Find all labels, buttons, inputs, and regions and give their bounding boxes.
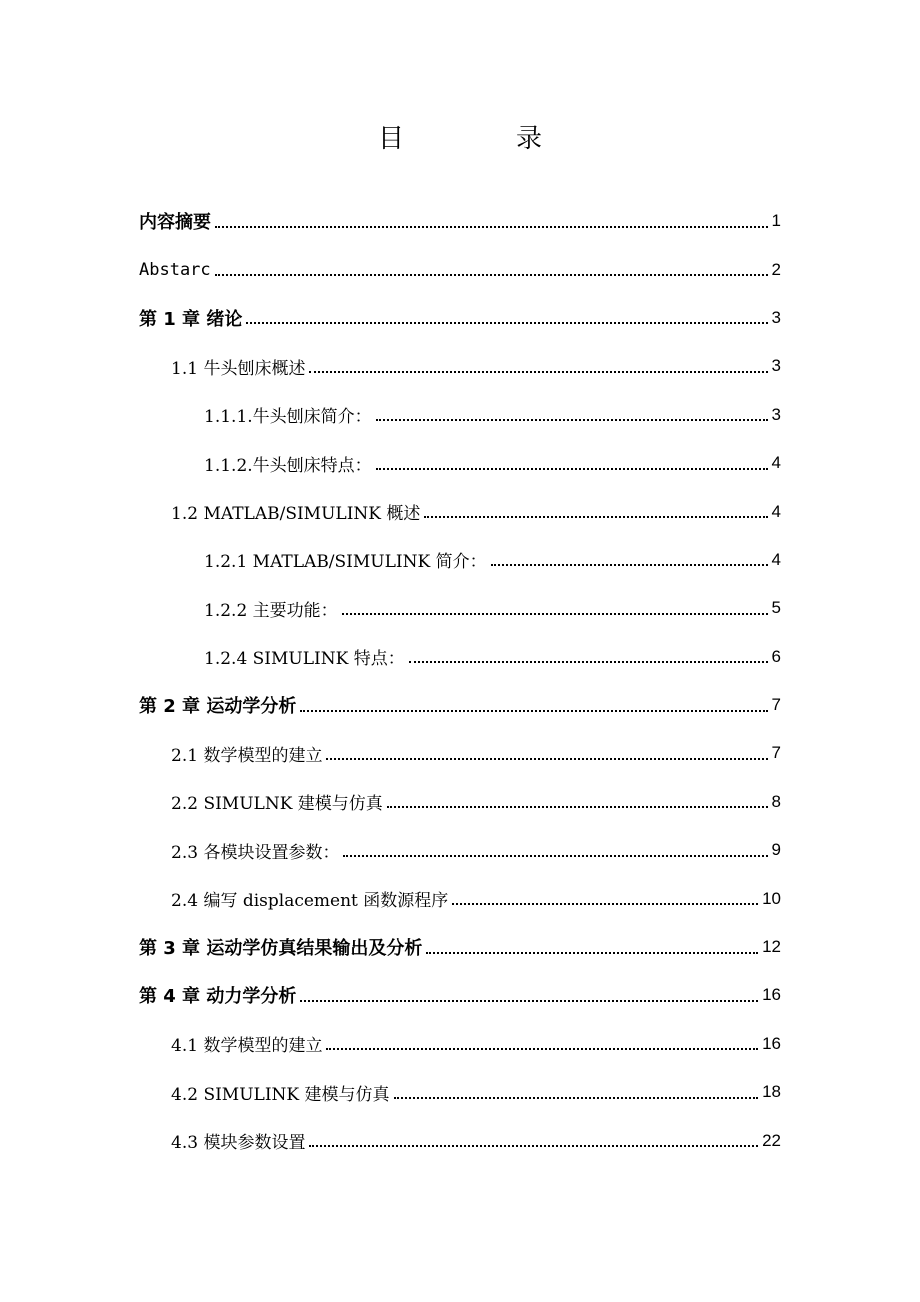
toc-page-number: 4	[771, 549, 781, 569]
toc-leader-dots	[215, 273, 768, 276]
toc-entry[interactable]	[0, 681, 920, 729]
toc-leader-dots	[387, 805, 768, 808]
toc-page-number: 7	[771, 743, 781, 763]
toc-leader-dots	[343, 854, 767, 857]
toc-entry[interactable]	[0, 342, 920, 390]
toc-leader-dots	[215, 225, 768, 228]
toc-leader-dots	[409, 660, 768, 663]
toc-entry[interactable]	[0, 826, 920, 874]
toc-entry-label: 第 1 章 绪论	[139, 308, 243, 330]
toc-entry-label: 1.1 牛头刨床概述	[171, 358, 306, 379]
table-of-contents	[0, 197, 920, 1165]
toc-page-number: 5	[771, 598, 781, 618]
toc-entry-label: 2.3 各模块设置参数：	[171, 842, 340, 863]
toc-leader-dots	[394, 1096, 759, 1099]
toc-leader-dots	[452, 902, 758, 905]
toc-page-number: 9	[771, 840, 781, 860]
toc-entry-label: Abstarc	[139, 259, 211, 280]
toc-page-number: 7	[771, 695, 781, 715]
toc-entry-label: 1.2.2 主要功能：	[204, 600, 338, 621]
toc-leader-dots	[491, 563, 768, 566]
toc-entry[interactable]	[0, 971, 920, 1019]
toc-entry-label: 4.2 SIMULINK 建模与仿真	[171, 1084, 390, 1105]
toc-entry[interactable]	[0, 245, 920, 293]
toc-entry-label: 2.1 数学模型的建立	[171, 745, 323, 766]
toc-entry[interactable]	[0, 197, 920, 245]
toc-entry[interactable]	[0, 1116, 920, 1164]
toc-page-number: 16	[762, 1033, 781, 1053]
toc-entry[interactable]	[0, 391, 920, 439]
toc-leader-dots	[309, 1144, 758, 1147]
toc-page-number: 1	[771, 211, 781, 231]
toc-entry[interactable]	[0, 778, 920, 826]
toc-leader-dots	[326, 1047, 758, 1050]
toc-entry[interactable]	[0, 439, 920, 487]
toc-entry[interactable]	[0, 536, 920, 584]
toc-leader-dots	[426, 951, 758, 954]
toc-leader-dots	[376, 418, 768, 421]
toc-entry[interactable]	[0, 729, 920, 777]
toc-entry-label: 4.3 模块参数设置	[171, 1133, 306, 1154]
toc-leader-dots	[300, 709, 767, 712]
toc-entry-label: 第 4 章 动力学分析	[139, 986, 297, 1008]
page-title	[0, 118, 920, 155]
toc-entry-label: 1.2.1 MATLAB/SIMULINK 简介：	[204, 552, 487, 573]
toc-entry-label: 1.1.1.牛头刨床简介：	[204, 407, 372, 428]
toc-page-number: 16	[762, 985, 781, 1005]
toc-page-number: 4	[771, 501, 781, 521]
toc-entry-label: 2.2 SIMULNK 建模与仿真	[171, 794, 383, 815]
toc-entry[interactable]	[0, 1068, 920, 1116]
toc-page-number: 8	[771, 791, 781, 811]
toc-entry[interactable]	[0, 584, 920, 632]
title-char-1: 目	[377, 124, 404, 154]
toc-leader-dots	[424, 515, 767, 518]
toc-leader-dots	[246, 321, 767, 324]
toc-leader-dots	[309, 370, 767, 373]
toc-page-number: 18	[762, 1082, 781, 1102]
toc-entry-label: 第 3 章 运动学仿真结果输出及分析	[139, 938, 423, 960]
toc-entry[interactable]	[0, 874, 920, 922]
toc-page-number: 10	[762, 888, 781, 908]
toc-page-number: 22	[762, 1130, 781, 1150]
toc-leader-dots	[376, 467, 768, 470]
toc-entry[interactable]	[0, 487, 920, 535]
toc-page-number: 4	[771, 453, 781, 473]
toc-page-number: 6	[771, 646, 781, 666]
title-char-2: 录	[516, 124, 543, 154]
toc-entry-label: 1.2 MATLAB/SIMULINK 概述	[171, 504, 421, 525]
toc-entry-label: 1.2.4 SIMULINK 特点：	[204, 649, 405, 670]
toc-entry[interactable]	[0, 294, 920, 342]
toc-entry[interactable]	[0, 1020, 920, 1068]
toc-entry-label: 第 2 章 运动学分析	[139, 696, 297, 718]
toc-page-number: 12	[762, 937, 781, 957]
toc-page-number: 2	[771, 259, 781, 279]
toc-entry-label: 4.1 数学模型的建立	[171, 1036, 323, 1057]
toc-entry-label: 内容摘要	[139, 212, 211, 234]
toc-entry-label: 1.1.2.牛头刨床特点：	[204, 455, 372, 476]
toc-entry-label: 2.4 编写 displacement 函数源程序	[171, 891, 449, 912]
toc-leader-dots	[300, 999, 758, 1002]
toc-leader-dots	[326, 757, 767, 760]
toc-entry[interactable]	[0, 633, 920, 681]
toc-page-number: 3	[771, 356, 781, 376]
toc-page-number: 3	[771, 404, 781, 424]
toc-page-number: 3	[771, 307, 781, 327]
toc-leader-dots	[342, 612, 768, 615]
toc-entry[interactable]	[0, 923, 920, 971]
